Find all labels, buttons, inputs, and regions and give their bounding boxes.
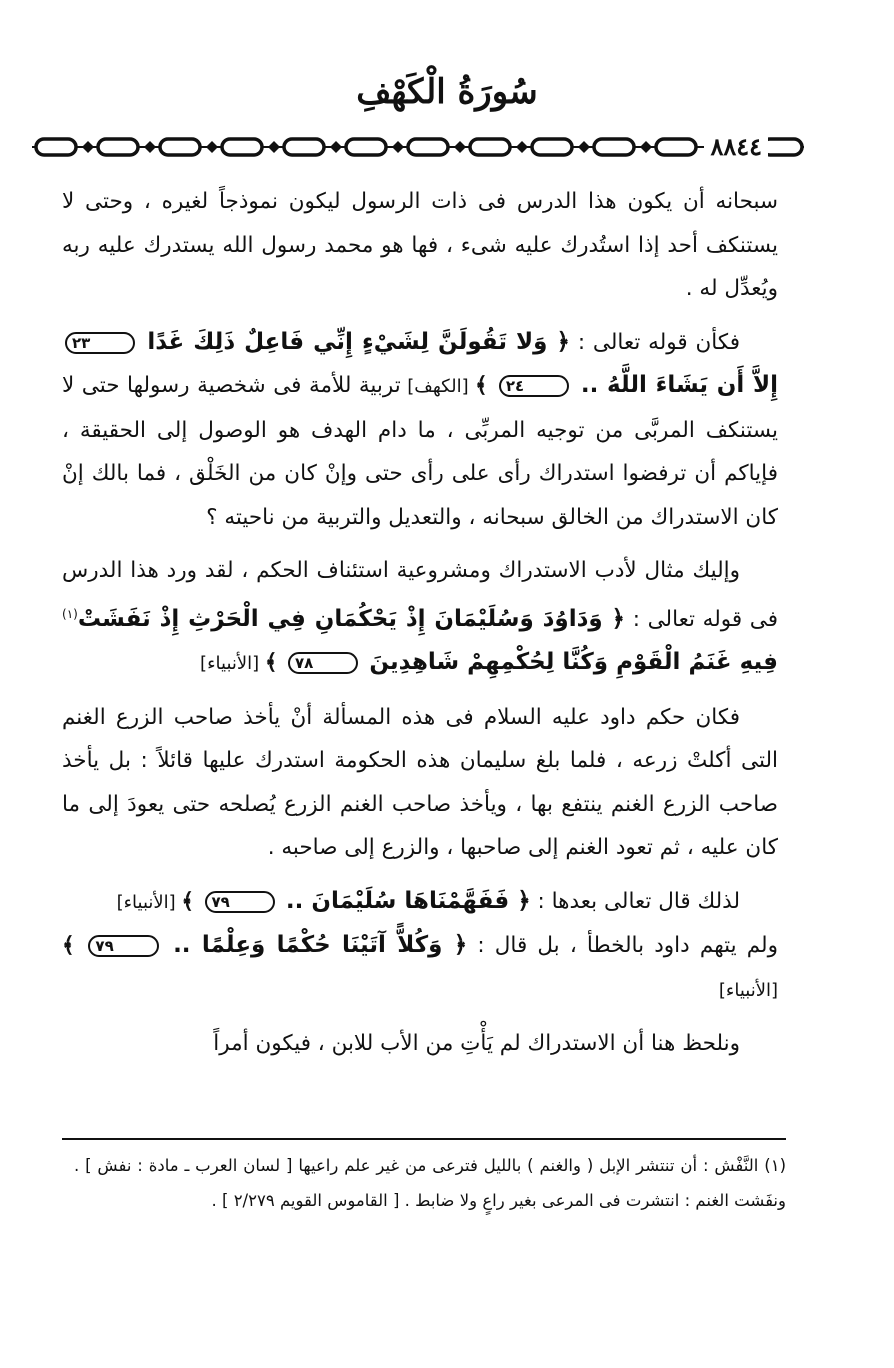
paragraph-lead: ولم يتهم داود بالخطأ ، بل قال : (467, 933, 778, 959)
diamond-icon (516, 141, 528, 153)
chain-link-icon (346, 139, 386, 155)
surah-title: سُورَةُ الْكَهْفِ (356, 72, 538, 112)
chain-link-icon (222, 139, 262, 155)
quran-verse-continuation: فِيهِ غَنَمُ الْقَوْمِ وَكُنَّا لِحُكْمِهِمْ شَاهِدِينَ (361, 649, 778, 676)
chain-ornament-icon (28, 128, 808, 166)
quran-verse: ﴿ وَلا تَقُولَنَّ لِشَيْءٍ إِنِّي فَاعِلٌ ذَلِكَ غَدًا (138, 328, 570, 355)
paragraph-lead: وإليك مثال لأدب الاستدراك ومشروعية استئناف الحكم ، لقد ورد هذا الدرس فى قوله تعالى : (62, 558, 779, 632)
ayah-number-mark: ٧٨ (288, 652, 358, 674)
paragraph-2 (62, 321, 778, 540)
diamond-icon (640, 141, 652, 153)
paragraph-text: سبحانه أن يكون هذا الدرس فى ذات الرسول ليكون نموذجاً لغيره ، وحتى لا يستنكف أحد إذا استُدرك عليه شىء ، فها هو محمد رسول الله يستدرك عليه ربه ويُعدِّل له . (62, 189, 778, 301)
paragraph-text: ونلحظ هنا أن الاستدراك لم يَأْتِ من الأب للابن ، فيكون أمراً (213, 1031, 740, 1057)
paragraph-text: فكان حكم داود عليه السلام فى هذه المسألة أنْ يأخذ صاحب الزرع الغنم التى أكلتْ زرعه ، فلما بلغ سليمان هذه الحكومة استدرك عليها قائلاً : بل يأخذ صاحب الزرع الغنم ينتفع بها ، ويأخذ صاحب الغنم الزرع يُصلحه حتى يعودَ إلى ما كان عليه ، ثم تعود الغنم إلى صاحبها ، والزرع إلى صاحبه . (62, 704, 778, 861)
chain-link-icon (470, 139, 510, 155)
footnote-1: (١) النَّفْش : أن تنتشر الإبل ( والغنم ) بالليل فترعى من غير علم راعيها [ لسان العرب ـ مادة : نفش ] . ونفَشت الغنم : انتشرت فى المرعى بغير راعٍ ولا ضابط . [ القاموس القويم ٢/٢٧٩ ] . (74, 1156, 786, 1210)
surah-reference: [الأنبياء] (718, 979, 778, 1001)
footnote-separator (62, 1138, 786, 1140)
paragraph-3 (62, 549, 778, 686)
chain-link-icon (762, 139, 802, 155)
verse-close-brace: ﴾ (264, 650, 285, 676)
paragraph-text: تربية للأمة فى شخصية رسولها حتى لا يستنكف المربَّى من توجيه المربِّى ، ما دام الهدف هو الوصول إلى الحقيقة ، فإياكم أن ترفضوا استدراك رأى على رأى حتى وإنْ كان من الخَلْق ، فما بالك إنْ كان الاستدراك من الخالق سبحانه ، والتعديل والتربية من ناحيته ؟ (62, 373, 778, 530)
paragraph-lead: لذلك قال تعالى بعدها : (530, 888, 740, 914)
chain-link-icon (284, 139, 324, 155)
chain-link-icon (408, 139, 448, 155)
ayah-number-mark: ٧٩ (88, 935, 158, 957)
ayah-number-mark: ٢٤ (499, 375, 569, 397)
ayah-number-mark: ٧٩ (205, 891, 275, 913)
quran-verse: ﴿ فَفَهَّمْنَاهَا سُلَيْمَانَ .. (277, 887, 531, 914)
diamond-icon (82, 141, 94, 153)
diamond-icon (268, 141, 280, 153)
chain-link-icon (656, 139, 696, 155)
paragraph-1 (62, 180, 778, 311)
page-header-ornament (28, 128, 808, 166)
diamond-icon (330, 141, 342, 153)
chain-link-icon (160, 139, 200, 155)
chain-link-icon (594, 139, 634, 155)
diamond-icon (144, 141, 156, 153)
paragraph-6 (62, 1022, 778, 1066)
paragraph-lead: فكأن قوله تعالى : (569, 329, 740, 355)
chain-link-icon (532, 139, 572, 155)
diamond-icon (454, 141, 466, 153)
verse-close-brace: ﴾ (475, 373, 496, 398)
paragraph-5 (62, 880, 778, 1013)
chain-link-icon (36, 139, 76, 155)
verse-close-brace: ﴾ (62, 933, 86, 959)
paragraph-4 (62, 696, 778, 870)
diamond-icon (578, 141, 590, 153)
diamond-icon (392, 141, 404, 153)
main-text (62, 180, 778, 1076)
surah-reference: [الكهف] (400, 376, 476, 397)
diamond-icon (206, 141, 218, 153)
footnote-marker: (١) (62, 606, 78, 621)
quran-verse-continuation: إِلاَّ أَن يَشَاءَ اللَّهُ .. (572, 372, 779, 398)
surah-reference: [الأنبياء] (116, 891, 182, 913)
quran-verse: ﴿ وَكُلاًّ آتَيْنَا حُكْمًا وَعِلْمًا .. (161, 932, 468, 959)
footnotes (74, 1148, 786, 1218)
chain-link-icon (98, 139, 138, 155)
ayah-number-mark: ٢٣ (65, 332, 135, 354)
quran-verse: ﴿ وَدَاوُدَ وَسُلَيْمَانَ إِذْ يَحْكُمَانِ فِي الْحَرْثِ إِذْ نَفَشَتْ (77, 605, 626, 632)
verse-close-brace: ﴾ (181, 888, 202, 914)
surah-reference: [الأنبياء] (200, 653, 265, 675)
page-number: ٨٨٤٤ (704, 128, 768, 166)
